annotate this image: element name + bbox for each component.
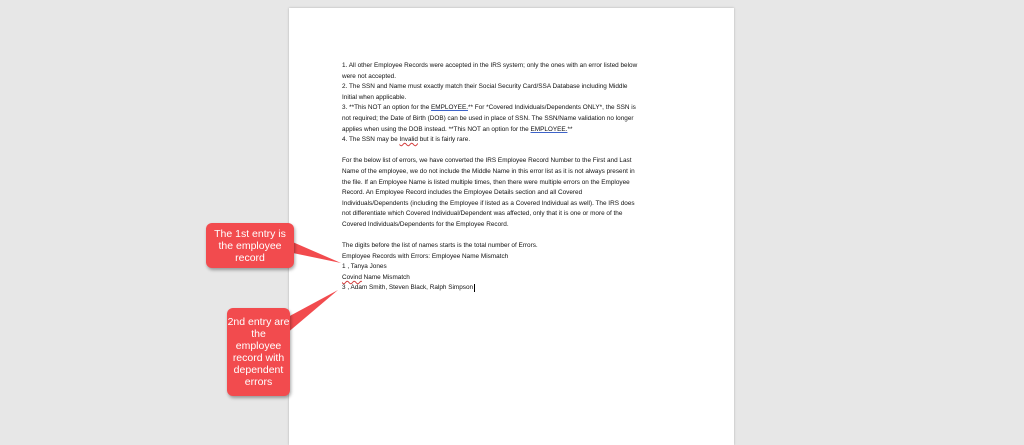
employee-underlined: EMPLOYEE. xyxy=(431,104,468,112)
text-line: not required; the Date of Birth (DOB) can be used in place of SSN. The SSN/Name validation no longer xyxy=(342,114,634,122)
employee-underlined: EMPLOYEE. xyxy=(530,125,568,133)
text-line: For the below list of errors, we have converted the IRS Employee Record Number to the First and Last xyxy=(342,157,632,165)
text-line: 4. The SSN may be Invalid but it is fairly rare. xyxy=(342,136,471,144)
entry-1: 1 , Tanya Jones xyxy=(342,263,387,271)
text-line: Record. An Employee Record includes the Employee Details section and all Covered xyxy=(342,189,583,197)
text-line: applies when using the DOB instead. **This NOT an option for the EMPLOYEE.** xyxy=(342,125,573,133)
text-line: Individuals/Dependents (including the Employee if listed as a Covered Individual as well). The IRS does xyxy=(342,199,635,207)
text-line: Covered Individuals/Dependents for the Employee Record. xyxy=(342,220,509,228)
callout-second-entry: 2nd entry are the employee record with dependent errors xyxy=(227,308,290,396)
text-line: Initial when applicable. xyxy=(342,93,407,101)
spellcheck-word: Invalid xyxy=(399,136,418,144)
text-line: were not accepted. xyxy=(342,72,396,80)
text-line: 2. The SSN and Name must exactly match their Social Security Card/SSA Database including Middle xyxy=(342,83,628,91)
digits-note: The digits before the list of names starts is the total number of Errors. xyxy=(342,242,538,250)
entry-3: 3 , Adam Smith, Steven Black, Ralph Simpson xyxy=(342,284,474,292)
text-line: the file. If an Employee Name is listed multiple times, then there were multiple errors on the Employee xyxy=(342,178,630,186)
text-line: 1. All other Employee Records were accepted in the IRS system; only the ones with an error listed below xyxy=(342,62,638,69)
records-heading: Employee Records with Errors: Employee Name Mismatch xyxy=(342,252,509,260)
text-line: 3. **This NOT an option for the EMPLOYEE.** For *Covered Individuals/Dependents ONLY*, the SSN is xyxy=(342,104,636,112)
spellcheck-word: Covind xyxy=(342,273,362,281)
callout-first-entry: The 1st entry is the employee record xyxy=(206,223,294,268)
callout-2-tail xyxy=(286,290,338,334)
callout-1-tail xyxy=(288,240,341,263)
entry-2: Covind Name Mismatch xyxy=(342,273,410,281)
text-line: Name of the employee, we do not include the Middle Name in this error list as it is not always present in xyxy=(342,167,635,175)
text-line: not differentiate which Covered Individual/Dependent was affected, only that it is one or more of the xyxy=(342,210,623,218)
